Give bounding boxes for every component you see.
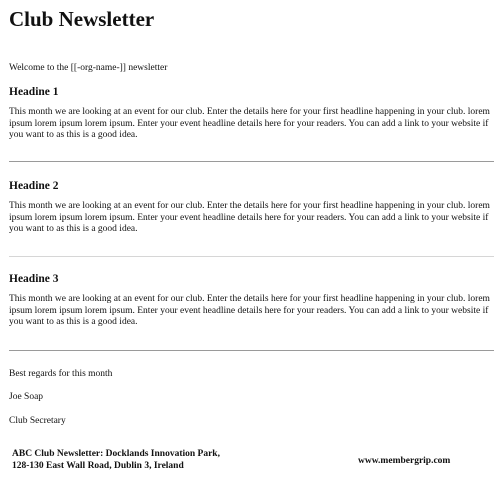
welcome-text: Welcome to the [[-org-name-]] newsletter [9,63,168,73]
headline-section-2 [9,179,496,234]
section-divider [9,256,494,257]
headline-section-3 [9,272,496,327]
newsletter-title: Club Newsletter [9,7,155,31]
closing-greeting: Best regards for this month [9,369,113,379]
footer-address-line-2: 128-130 East Wall Road, Dublin 3, Ireland [12,461,184,471]
headline-1-heading: Headine 1 [9,86,59,98]
signature-name: Joe Soap [9,392,44,402]
headline-1-body: This month we are looking at an event for our club. Enter the details here for your first headline happening in your club. lorem ipsum lorem ipsum lorem ipsum. Enter your event headline details here for your readers. You can add a link to your website if you want to as this is a good idea. [9,107,490,140]
headline-2-body: This month we are looking at an event for our club. Enter the details here for your first headline happening in your club. lorem ipsum lorem ipsum lorem ipsum. Enter your event headline details here for your readers. You can add a link to your website if you want to as this is a good idea. [9,201,490,234]
headline-3-body: This month we are looking at an event for our club. Enter the details here for your first headline happening in your club. lorem ipsum lorem ipsum lorem ipsum. Enter your event headline details here for your readers. You can add a link to your website if you want to as this is a good idea. [9,294,490,327]
footer-address [12,448,220,472]
headline-3-heading: Headine 3 [9,273,59,285]
footer-website-link[interactable]: www.membergrip.com [358,456,451,466]
signature-role: Club Secretary [9,416,66,426]
headline-section-1 [9,85,496,140]
section-divider [9,161,494,162]
footer-address-line-1: ABC Club Newsletter: Docklands Innovation Park, [12,449,220,459]
section-divider [9,350,494,351]
headline-2-heading: Headine 2 [9,180,59,192]
